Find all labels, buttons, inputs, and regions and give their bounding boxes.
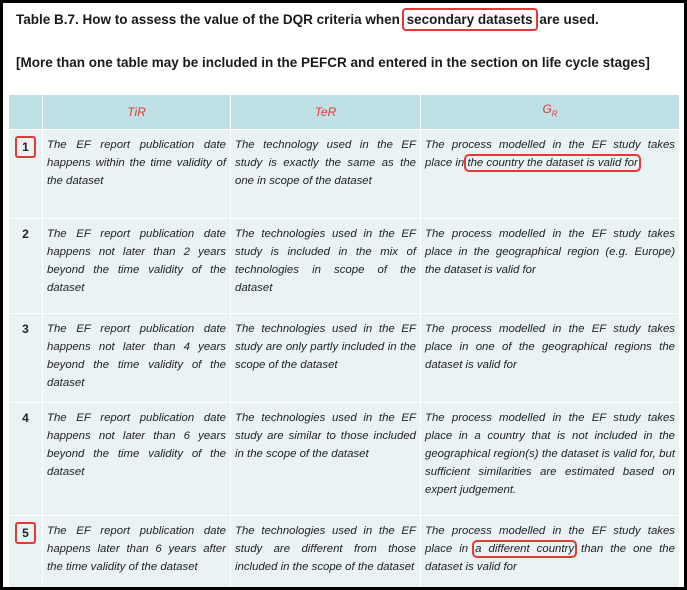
- cell-gr-text: The process modelled in the EF study takes place in: [425, 525, 675, 555]
- table-row: [9, 516, 680, 588]
- table-row: [9, 314, 680, 403]
- cell-ter: The technologies used in the EF study are different from those included in the scope of the dataset: [231, 516, 421, 588]
- cell-gr: The process modelled in the EF study takes place in one of the geographical regions the dataset is valid for: [421, 314, 680, 403]
- table-header-row: [9, 95, 680, 130]
- header-gr-main: G: [542, 102, 552, 117]
- header-gr-sub: R: [551, 109, 558, 119]
- dqr-table: [8, 94, 680, 587]
- row-number: 4: [9, 403, 43, 516]
- cell-gr: The process modelled in the EF study takes place in the geographical region (e.g. Europe) the dataset is valid for: [421, 219, 680, 314]
- table-title: [16, 12, 599, 27]
- row-number: 2: [9, 219, 43, 314]
- cell-ter: The technologies used in the EF study are similar to those included in the scope of the dataset: [231, 403, 421, 516]
- cell-ter: The technology used in the EF study is exactly the same as the one in scope of the dataset: [231, 130, 421, 219]
- cell-gr-highlight: a different country: [475, 543, 575, 555]
- cell-ter: The technologies used in the EF study is included in the mix of technologies in scope of the dataset: [231, 219, 421, 314]
- cell-gr: The process modelled in the EF study takes place in a country that is not included in the geographical region(s) the dataset is valid for, but sufficient similarities are estimated based on expert judgement.: [421, 403, 680, 516]
- title-suffix: are used.: [535, 12, 599, 27]
- header-ter: TeR: [231, 95, 421, 130]
- title-prefix: Table B.7. How to assess the value of the DQR criteria when: [16, 12, 404, 27]
- row-number: [9, 130, 43, 219]
- cell-tir: The EF report publication date happens later than 6 years after the time validity of the dataset: [43, 516, 231, 588]
- row-number-highlight: 5: [15, 522, 36, 544]
- row-number: 3: [9, 314, 43, 403]
- row-number: [9, 516, 43, 588]
- document-page: [3, 3, 684, 587]
- row-number-highlight: 1: [15, 136, 36, 158]
- cell-gr: [421, 516, 680, 588]
- cell-gr-highlight: the country the dataset is valid for: [467, 157, 638, 169]
- table-row: [9, 219, 680, 314]
- table-row: [9, 403, 680, 516]
- cell-ter: The technologies used in the EF study are only partly included in the scope of the dataset: [231, 314, 421, 403]
- header-tir: TiR: [43, 95, 231, 130]
- header-num: [9, 95, 43, 130]
- header-gr: [421, 95, 680, 130]
- table-row: [9, 130, 680, 219]
- table-subtitle: [More than one table may be included in the PEFCR and entered in the section on life cycle stages]: [16, 55, 650, 70]
- cell-tir: The EF report publication date happens within the time validity of the dataset: [43, 130, 231, 219]
- cell-gr-text-after: than the one the dataset is valid for: [425, 543, 675, 573]
- cell-tir: The EF report publication date happens not later than 4 years beyond the time validity of the dataset: [43, 314, 231, 403]
- cell-tir: The EF report publication date happens not later than 6 years beyond the time validity of the dataset: [43, 403, 231, 516]
- cell-tir: The EF report publication date happens not later than 2 years beyond the time validity of the dataset: [43, 219, 231, 314]
- cell-gr: [421, 130, 680, 219]
- title-highlight-secondary-datasets: secondary datasets: [404, 10, 536, 29]
- cell-gr-text: The process modelled in the EF study takes place in: [425, 139, 675, 169]
